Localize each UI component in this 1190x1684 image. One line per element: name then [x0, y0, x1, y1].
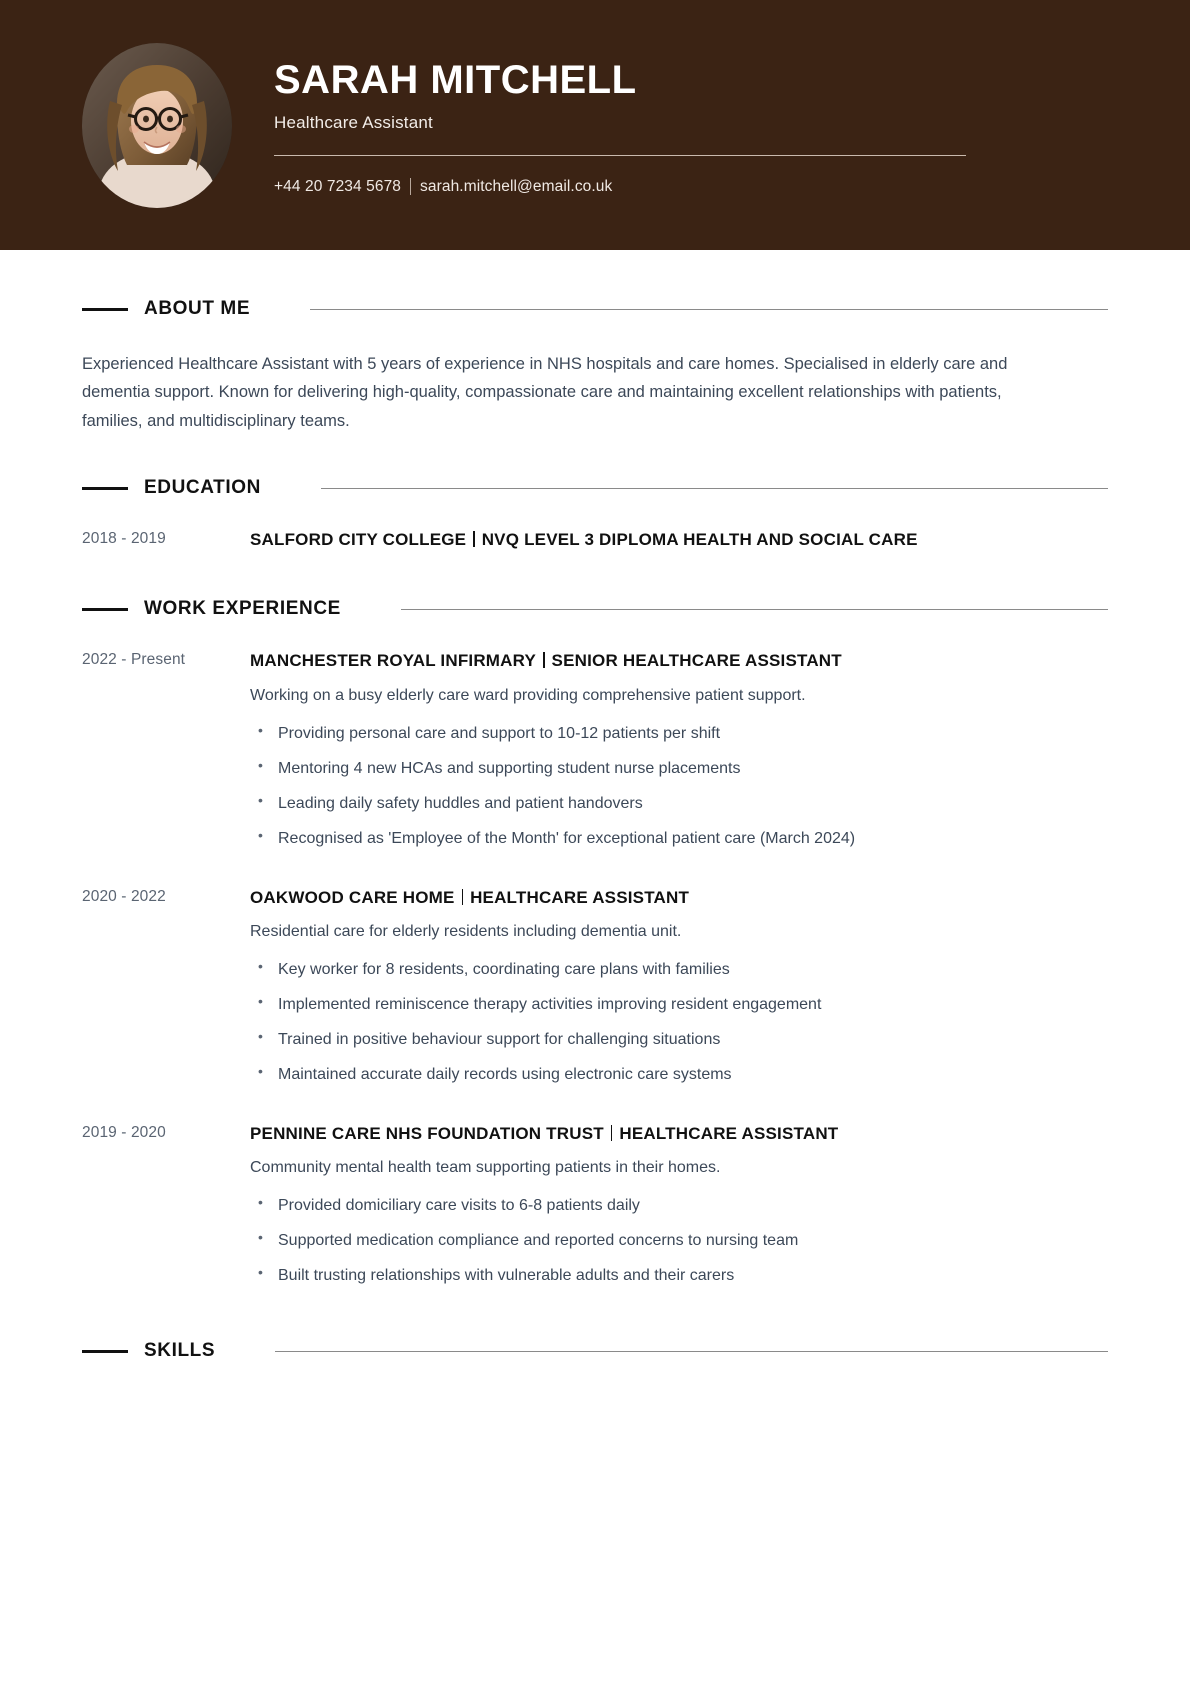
experience-detail: [250, 1123, 1108, 1288]
experience-detail: [250, 887, 1108, 1087]
experience-bullet-list: [250, 958, 1108, 1087]
list-item: • Trained in positive behaviour support for challenging situations: [250, 1028, 1108, 1052]
section-about-me: [82, 298, 1108, 435]
section-rule: [275, 1351, 1108, 1352]
section-rule: [310, 309, 1108, 310]
section-title-about: ABOUT ME: [144, 298, 251, 319]
education-date: 2018 - 2019: [82, 530, 166, 548]
experience-entry: [82, 1123, 1108, 1288]
education-entry: [82, 529, 1108, 550]
experience-title: [250, 650, 1108, 671]
experience-position: SENIOR HEALTHCARE ASSISTANT: [551, 651, 842, 671]
section-title-experience: WORK EXPERIENCE: [144, 598, 341, 620]
list-item: • Recognised as 'Employee of the Month' for exceptional patient care (March 2024): [250, 827, 1108, 851]
portrait-photo-icon: [82, 43, 232, 208]
section-rule: [401, 609, 1108, 610]
page-title: SARAH MITCHELL: [274, 57, 637, 102]
experience-title: [250, 1123, 1108, 1144]
experience-description: Residential care for elderly residents including dementia unit.: [250, 922, 682, 940]
list-item: • Key worker for 8 residents, coordinating care plans with families: [250, 958, 1108, 982]
experience-detail: [250, 650, 1108, 850]
section-header-experience: [82, 598, 1108, 620]
job-title: Healthcare Assistant: [274, 112, 433, 132]
header-divider: [274, 155, 966, 156]
title-separator: [473, 531, 475, 547]
experience-date: 2019 - 2020: [82, 1123, 166, 1141]
title-separator: [462, 889, 464, 905]
avatar: [82, 43, 232, 208]
experience-entry: [82, 650, 1108, 850]
contact-line: [274, 178, 974, 196]
section-header-skills: [82, 1340, 1108, 1362]
section-title-education: EDUCATION: [144, 477, 261, 499]
list-item: • Built trusting relationships with vulnerable adults and their carers: [250, 1264, 1108, 1288]
header-text-block: [274, 55, 974, 196]
experience-description: Working on a busy elderly care ward providing comprehensive patient support.: [250, 686, 806, 704]
title-separator: [611, 1125, 613, 1141]
section-header-about: [82, 298, 1108, 320]
experience-title: [250, 887, 1108, 908]
education-qualification: NVQ LEVEL 3 DIPLOMA HEALTH AND SOCIAL CARE: [481, 530, 918, 550]
list-item: • Mentoring 4 new HCAs and supporting student nurse placements: [250, 757, 1108, 781]
section-dash-icon: [82, 487, 128, 490]
experience-date: 2020 - 2022: [82, 887, 166, 905]
experience-position: HEALTHCARE ASSISTANT: [619, 1123, 839, 1143]
section-header-education: [82, 477, 1108, 499]
section-work-experience: [82, 598, 1108, 1288]
phone-number[interactable]: +44 20 7234 5678: [274, 177, 402, 195]
education-title: [250, 529, 1108, 550]
experience-employer: PENNINE CARE NHS FOUNDATION TRUST: [250, 1123, 604, 1143]
experience-bullet-list: [250, 722, 1108, 851]
list-item: • Leading daily safety huddles and patient handovers: [250, 792, 1108, 816]
experience-description: Community mental health team supporting patients in their homes.: [250, 1159, 721, 1177]
experience-position: HEALTHCARE ASSISTANT: [470, 887, 690, 907]
education-institution: SALFORD CITY COLLEGE: [250, 530, 467, 550]
section-skills: [82, 1340, 1108, 1362]
experience-entry: [82, 887, 1108, 1087]
resume-body: [0, 298, 1190, 1362]
section-dash-icon: [82, 1350, 128, 1353]
email-address[interactable]: sarah.mitchell@email.co.uk: [420, 177, 613, 195]
section-dash-icon: [82, 608, 128, 611]
experience-bullet-list: [250, 1194, 1108, 1288]
contact-separator: [410, 178, 411, 195]
title-separator: [543, 652, 545, 668]
section-title-skills: SKILLS: [144, 1340, 216, 1362]
list-item: • Implemented reminiscence therapy activities improving resident engagement: [250, 993, 1108, 1017]
list-item: • Supported medication compliance and reported concerns to nursing team: [250, 1229, 1108, 1253]
section-education: [82, 477, 1108, 550]
experience-date: 2022 - Present: [82, 651, 186, 669]
experience-employer: OAKWOOD CARE HOME: [250, 887, 455, 907]
list-item: • Maintained accurate daily records using electronic care systems: [250, 1063, 1108, 1087]
resume-header: [0, 0, 1190, 250]
list-item: • Provided domiciliary care visits to 6-8 patients daily: [250, 1194, 1108, 1218]
section-rule: [321, 488, 1108, 489]
section-dash-icon: [82, 308, 128, 311]
list-item: • Providing personal care and support to 10-12 patients per shift: [250, 722, 1108, 746]
about-me-text: Experienced Healthcare Assistant with 5 years of experience in NHS hospitals and care homes. Specialised in elderly care and dementia support. Known for delivering high-quality, compassionate care and maintaining excellent relationships with patients, families, and multidisciplinary teams.: [82, 355, 1008, 430]
experience-employer: MANCHESTER ROYAL INFIRMARY: [250, 651, 537, 671]
education-detail: [250, 529, 1108, 550]
